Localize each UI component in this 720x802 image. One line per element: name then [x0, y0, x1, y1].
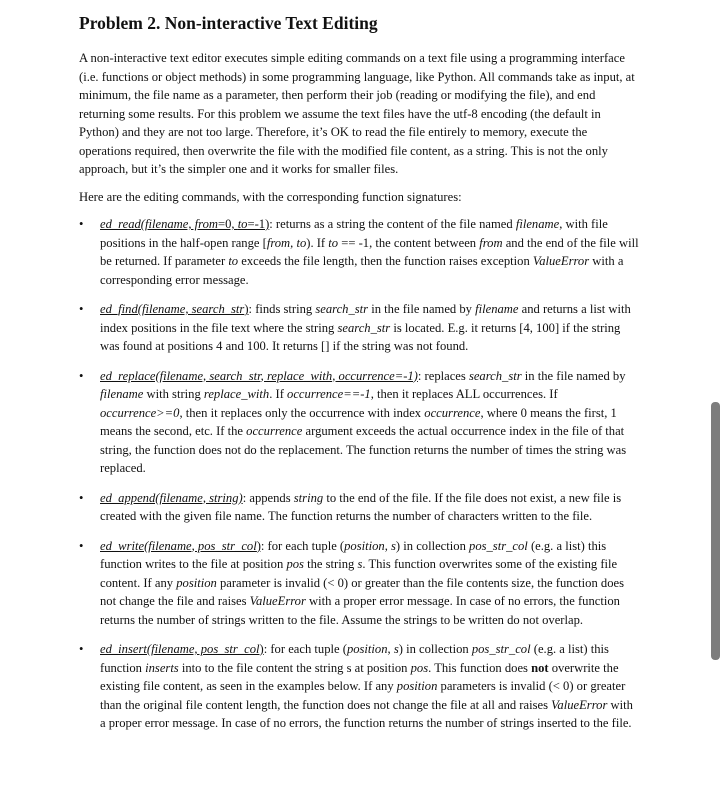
text-run: search_str: [468, 368, 522, 383]
command-item: [79, 300, 639, 356]
text-run: to the end of the file. If the file does not exist, a new file is created with the given file name. The function returns the number of characters written to the file.: [100, 490, 622, 523]
text-run: ValueError: [532, 254, 590, 268]
text-run: . If: [269, 387, 288, 401]
text-run: , then it replaces ALL occurrences. If: [370, 387, 558, 401]
text-run: search_str: [315, 302, 369, 316]
text-run: string: [293, 490, 324, 505]
bullet-icon: •: [79, 642, 84, 656]
text-run: . This function does: [428, 660, 532, 675]
commands-lead: Here are the editing commands, with the corresponding function signatures:: [79, 189, 462, 204]
text-run: (e.g. a list) this function writes to the file at position: [100, 538, 607, 571]
text-run: to: [328, 235, 339, 250]
text-run: and returns a list with index positions in the file text where the string: [100, 302, 631, 335]
text-run: ,: [384, 538, 392, 553]
text-run: not: [531, 660, 549, 675]
text-run: : finds string: [248, 302, 316, 316]
page-title: Problem 2. Non-interactive Text Editing: [79, 13, 378, 33]
text-run: , where 0 means the first, 1 means the second, etc. If the: [100, 405, 617, 438]
text-run: : replaces: [417, 368, 469, 383]
text-run: and the end of the file will be returned. If parameter: [100, 235, 639, 268]
text-run: ): [244, 302, 249, 316]
text-run: , with file positions in the half-open range [: [100, 217, 608, 250]
text-run: search_str: [337, 320, 391, 335]
text-run: ) in collection: [398, 642, 472, 656]
function-signature: ed_find(filename, search_str: [100, 302, 245, 316]
bullet-icon: •: [79, 217, 84, 231]
text-run: ValueError: [551, 697, 608, 712]
text-run: exceeds the file length, then the function raises exception: [238, 254, 533, 268]
text-run: s: [357, 557, 363, 571]
function-signature: ed_replace(filename, search_str, replace_with, occurrence=-1): [100, 368, 418, 383]
bullet-icon: •: [79, 302, 84, 316]
document-content: [79, 12, 639, 744]
text-run: ,: [387, 642, 394, 656]
text-run: with a proper error message. In case of no errors, the function returns the number of strings written to the file. Assume the strings to be written do not overlap.: [100, 594, 620, 627]
text-run: =0,: [217, 217, 238, 231]
text-run: filename: [100, 387, 144, 401]
text-run: =-1): [247, 217, 270, 231]
text-run: into to the file content the string s at position: [178, 660, 411, 675]
text-run: position: [396, 679, 438, 693]
text-run: , then it replaces only the occurrence with index: [179, 405, 425, 420]
text-run: ): [259, 642, 264, 656]
text-run: position: [176, 575, 217, 590]
text-run: parameter is invalid (< 0) or greater than the file contents size, the function does not change the file and raises: [100, 575, 624, 608]
text-run: replace_with: [203, 387, 270, 401]
text-run: to: [237, 217, 248, 231]
bullet-icon: •: [79, 538, 84, 553]
text-run: with a corresponding error message.: [100, 254, 624, 287]
text-run: from, to: [266, 235, 307, 250]
command-list: [79, 215, 639, 733]
bullet-icon: •: [79, 490, 84, 505]
text-run: with string: [143, 387, 204, 401]
text-run: (e.g. a list) this function: [100, 642, 609, 675]
text-run: pos: [410, 660, 429, 675]
scrollbar-track[interactable]: [712, 0, 720, 802]
scrollbar-thumb[interactable]: [711, 402, 720, 660]
text-run: : for each tuple (: [263, 642, 347, 656]
text-run: occurrence>=0: [100, 405, 180, 420]
text-run: pos_str_col: [469, 538, 528, 553]
bullet-icon: •: [79, 368, 84, 383]
text-run: == -1, the content between: [338, 235, 480, 250]
text-run: occurrence: [424, 405, 481, 420]
text-run: ) in collection: [395, 538, 470, 553]
text-run: ). If: [306, 235, 329, 250]
text-run: pos_str_col: [471, 642, 531, 656]
text-run: ValueError: [249, 594, 306, 608]
text-run: filename: [515, 217, 560, 231]
text-run: in the file named by: [521, 368, 626, 383]
function-signature: ed_write(filename, pos_str_col: [100, 538, 257, 553]
text-run: occurrence: [246, 424, 303, 438]
text-run: position: [344, 538, 385, 553]
text-run: parameters is invalid (< 0) or greater than the original file content length, the function does not change the file at all and raises: [100, 679, 626, 712]
text-run: inserts: [145, 660, 179, 675]
function-signature: ed_read(filename, from: [100, 217, 218, 231]
text-run: position: [346, 642, 388, 656]
text-run: to: [228, 254, 239, 268]
text-run: ): [256, 538, 261, 553]
text-run: s: [391, 538, 396, 553]
text-run: with a proper error message. In case of no errors, the function returns the number of strings inserted to the file.: [100, 697, 633, 730]
function-signature: ed_append(filename, string): [100, 490, 243, 505]
command-item: [79, 640, 639, 733]
text-run: argument exceeds the actual occurrence index in the file of that string, the function does not do the replacement. The function returns the number of times the string was replaced.: [100, 424, 627, 475]
text-run: : appends: [242, 490, 294, 505]
command-item: [79, 489, 639, 526]
function-signature: ed_insert(filename, pos_str_col: [100, 642, 260, 656]
text-run: occurrence==-1: [287, 387, 371, 401]
text-run: filename: [475, 302, 519, 316]
text-run: pos: [286, 557, 304, 571]
text-run: the string: [303, 557, 358, 571]
text-run: : for each tuple (: [260, 538, 345, 553]
text-run: from: [479, 235, 503, 250]
intro-paragraph: A non-interactive text editor executes simple editing commands on a text file using a programming interface (i.e. functions or object methods) in some programming language, like Python. All commands take as input, at minimum, the file name as a parameter, then perform their job (reading or modifying the file), and end returning some results. For this problem we assume the text files have the utf-8 encoding (the default in Python) and they are not too large. Therefore, it’s OK to read the file entirely to memory, execute the operations required, then overwrite the file with the modified file content, as a string. This is not the only approach, but it’s the simpler one and it works for smaller files.: [79, 51, 635, 176]
command-item: [79, 215, 639, 289]
command-item: [79, 537, 639, 630]
text-run: s: [393, 642, 399, 656]
text-run: is located. E.g. it returns [4, 100] if the string was found at positions 4 and 100. It returns [] if the string was not found.: [100, 320, 621, 353]
text-run: : returns as a string the content of the file named: [269, 217, 516, 231]
command-item: [79, 367, 639, 478]
text-run: in the file named by: [368, 302, 476, 316]
text-run: overwrite the existing file content, as seen in the examples below. If any: [100, 660, 619, 693]
text-run: . This function overwrites some of the existing file content. If any: [100, 557, 618, 590]
